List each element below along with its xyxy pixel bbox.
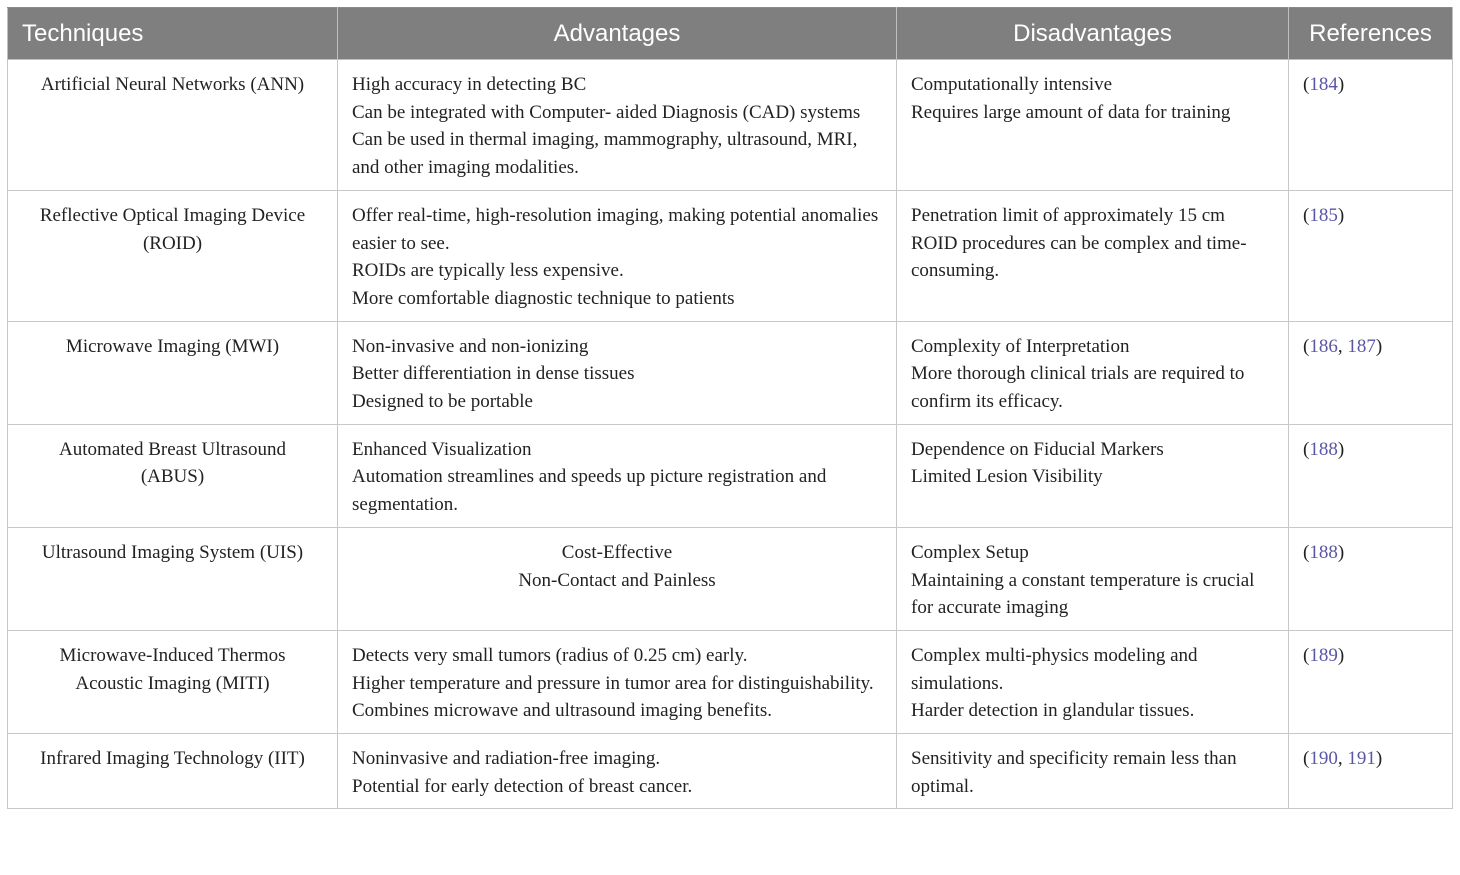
advantages-cell	[338, 630, 897, 733]
references-cell: (188)	[1289, 527, 1453, 630]
advantage-item: Can be used in thermal imaging, mammography, ultrasound, MRI, and other imaging modalities.	[352, 129, 858, 179]
techniques-comparison-table	[7, 7, 1453, 809]
disadvantage-item: Complex Setup	[911, 541, 1029, 563]
reference-link[interactable]: 185	[1309, 204, 1338, 226]
table-row	[8, 190, 1453, 321]
advantage-item: More comfortable diagnostic technique to patients	[352, 287, 735, 309]
reference-link[interactable]: 188	[1309, 541, 1338, 563]
disadvantages-cell	[897, 734, 1289, 809]
header-disadvantages: Disadvantages	[897, 8, 1289, 60]
advantages-cell	[338, 60, 897, 191]
advantage-item: Detects very small tumors (radius of 0.25 cm) early.	[352, 644, 748, 666]
disadvantage-item: Requires large amount of data for training	[911, 101, 1231, 123]
technique-cell: Artificial Neural Networks (ANN)	[8, 60, 338, 191]
disadvantages-cell	[897, 321, 1289, 424]
disadvantage-item: ROID procedures can be complex and time-consuming.	[911, 232, 1247, 282]
technique-cell: Reflective Optical Imaging Device (ROID)	[8, 190, 338, 321]
technique-cell: Ultrasound Imaging System (UIS)	[8, 527, 338, 630]
disadvantage-item: Limited Lesion Visibility	[911, 466, 1103, 488]
disadvantage-item: Harder detection in glandular tissues.	[911, 700, 1195, 722]
disadvantages-cell	[897, 630, 1289, 733]
advantage-item: Designed to be portable	[352, 391, 533, 413]
reference-link[interactable]: 190	[1309, 748, 1338, 770]
table-row	[8, 424, 1453, 527]
table-row	[8, 630, 1453, 733]
reference-link[interactable]: 186	[1309, 335, 1338, 357]
advantage-item: Non-invasive and non-ionizing	[352, 335, 589, 357]
disadvantage-item: Complexity of Interpretation	[911, 335, 1130, 357]
advantages-cell	[338, 734, 897, 809]
table-row	[8, 321, 1453, 424]
reference-link[interactable]: 187	[1347, 335, 1376, 357]
header-advantages: Advantages	[338, 8, 897, 60]
reference-link[interactable]: 189	[1309, 644, 1338, 666]
advantage-item: Offer real-time, high-resolution imaging, making potential anomalies easier to see.	[352, 204, 879, 254]
table-row	[8, 60, 1453, 191]
comparison-table-container	[7, 7, 1452, 809]
table-row	[8, 734, 1453, 809]
advantage-item: Automation streamlines and speeds up picture registration and segmentation.	[352, 466, 827, 516]
header-techniques: Techniques	[8, 8, 338, 60]
disadvantage-item: Dependence on Fiducial Markers	[911, 438, 1164, 460]
disadvantage-item: Maintaining a constant temperature is crucial for accurate imaging	[911, 569, 1255, 619]
disadvantages-cell	[897, 424, 1289, 527]
advantage-item: Better differentiation in dense tissues	[352, 363, 635, 385]
technique-cell: Infrared Imaging Technology (IIT)	[8, 734, 338, 809]
references-cell: (186, 187)	[1289, 321, 1453, 424]
references-cell: (184)	[1289, 60, 1453, 191]
advantage-item: Potential for early detection of breast cancer.	[352, 775, 693, 797]
advantage-item: ROIDs are typically less expensive.	[352, 260, 624, 282]
advantage-item: Noninvasive and radiation-free imaging.	[352, 748, 661, 770]
disadvantage-item: More thorough clinical trials are required to confirm its efficacy.	[911, 363, 1245, 413]
disadvantage-item: Computationally intensive	[911, 74, 1113, 95]
table-header-row	[8, 8, 1453, 60]
advantage-item: Combines microwave and ultrasound imaging benefits.	[352, 700, 773, 722]
advantages-cell	[338, 527, 897, 630]
advantage-item: Cost-Effective	[561, 541, 673, 563]
technique-cell: Microwave Imaging (MWI)	[8, 321, 338, 424]
table-body	[8, 60, 1453, 809]
references-cell: (190, 191)	[1289, 734, 1453, 809]
advantage-item: Can be integrated with Computer- aided Diagnosis (CAD) systems	[352, 101, 861, 123]
disadvantage-item: Sensitivity and specificity remain less than optimal.	[911, 748, 1237, 797]
header-references: References	[1289, 8, 1453, 60]
disadvantage-item: Complex multi-physics modeling and simulations.	[911, 644, 1198, 694]
references-cell: (185)	[1289, 190, 1453, 321]
advantages-cell	[338, 190, 897, 321]
advantages-cell	[338, 321, 897, 424]
references-cell: (188)	[1289, 424, 1453, 527]
reference-link[interactable]: 184	[1309, 74, 1338, 95]
technique-cell: Automated Breast Ultrasound (ABUS)	[8, 424, 338, 527]
advantage-item: Higher temperature and pressure in tumor area for distinguishability.	[352, 672, 874, 694]
disadvantages-cell	[897, 527, 1289, 630]
disadvantages-cell	[897, 190, 1289, 321]
table-row	[8, 527, 1453, 630]
technique-cell: Microwave-Induced Thermos Acoustic Imaging (MITI)	[8, 630, 338, 733]
disadvantages-cell	[897, 60, 1289, 191]
advantages-cell	[338, 424, 897, 527]
reference-link[interactable]: 188	[1309, 438, 1338, 460]
advantage-item: Enhanced Visualization	[352, 438, 532, 460]
disadvantage-item: Penetration limit of approximately 15 cm	[911, 204, 1225, 226]
advantage-item: Non-Contact and Painless	[518, 569, 716, 591]
advantage-item: High accuracy in detecting BC	[352, 74, 587, 95]
reference-link[interactable]: 191	[1347, 748, 1376, 770]
references-cell: (189)	[1289, 630, 1453, 733]
